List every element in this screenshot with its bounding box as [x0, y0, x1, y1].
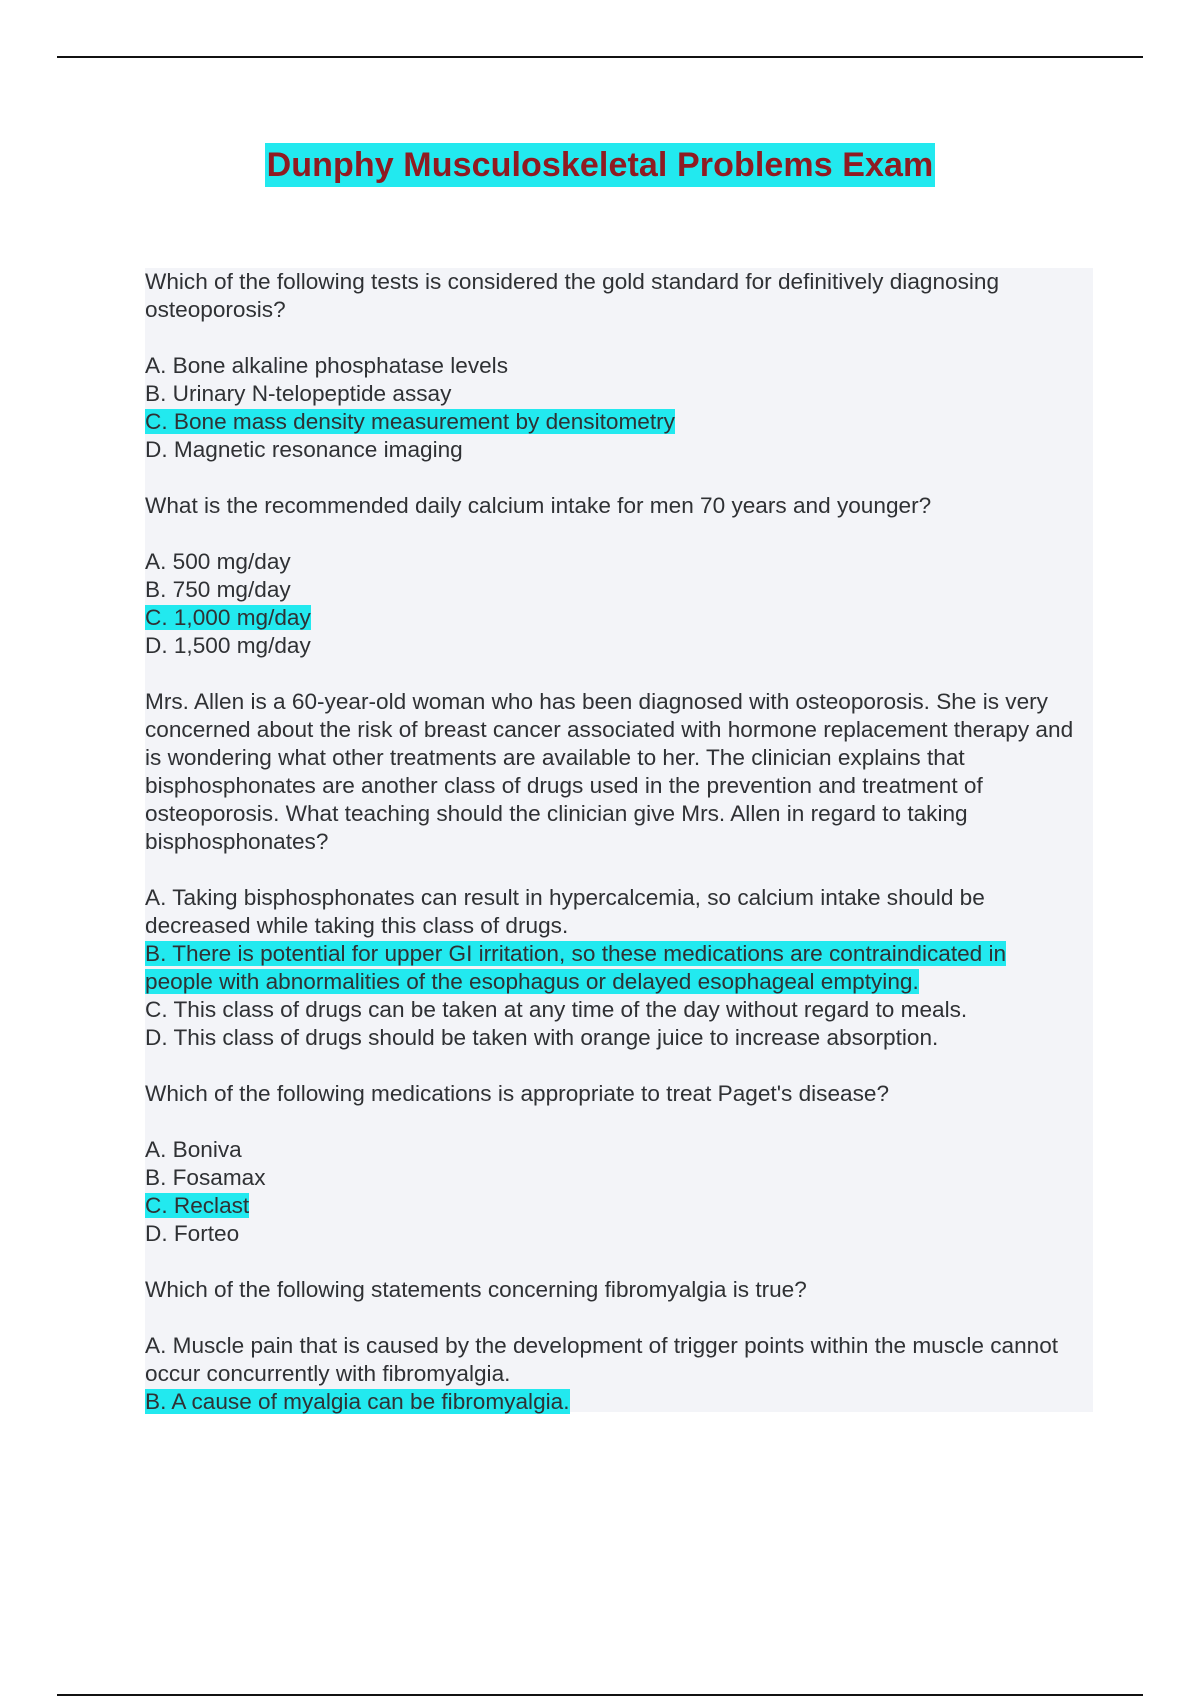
answer-option-a: A. 500 mg/day	[145, 549, 291, 574]
question-block-2	[145, 492, 1077, 660]
answer-option-a: A. Bone alkaline phosphatase levels	[145, 353, 509, 378]
answer-options	[145, 1332, 1077, 1416]
top-rule	[57, 56, 1143, 58]
question-text: What is the recommended daily calcium intake for men 70 years and younger?	[145, 493, 932, 518]
answer-option-c: C. This class of drugs can be taken at any time of the day without regard to meals.	[145, 997, 968, 1022]
document-title: Dunphy Musculoskeletal Problems Exam	[265, 143, 936, 187]
answer-option-b: B. 750 mg/day	[145, 577, 291, 602]
answer-option-d: D. 1,500 mg/day	[145, 633, 311, 658]
answer-options	[145, 1136, 1077, 1248]
exam-content-panel	[145, 268, 1093, 1412]
answer-option-d: D. Forteo	[145, 1221, 240, 1246]
answer-option-a: A. Taking bisphosphonates can result in hypercalcemia, so calcium intake should be decreased while taking this class of drugs.	[145, 885, 985, 938]
title-area	[0, 143, 1200, 187]
answer-options	[145, 884, 1077, 1052]
question-block-4	[145, 1080, 1077, 1248]
question-text: Which of the following medications is appropriate to treat Paget's disease?	[145, 1081, 890, 1106]
answer-option-b-correct: B. A cause of myalgia can be fibromyalgia.	[145, 1389, 570, 1414]
answer-option-c-correct: C. 1,000 mg/day	[145, 605, 311, 630]
question-block-3	[145, 688, 1077, 1052]
answer-option-b: B. Urinary N-telopeptide assay	[145, 381, 452, 406]
question-block-1	[145, 268, 1077, 464]
answer-option-b-correct: B. There is potential for upper GI irritation, so these medications are contraindicated in people with abnormalities of the esophagus or delayed esophageal emptying.	[145, 941, 1007, 994]
question-text: Which of the following tests is considered the gold standard for definitively diagnosing osteoporosis?	[145, 269, 1000, 322]
exam-questions	[145, 268, 1077, 1416]
answer-option-d: D. This class of drugs should be taken with orange juice to increase absorption.	[145, 1025, 939, 1050]
bottom-rule	[57, 1694, 1143, 1696]
answer-option-c-correct: C. Bone mass density measurement by densitometry	[145, 409, 675, 434]
answer-option-c-correct: C. Reclast	[145, 1193, 250, 1218]
answer-option-d: D. Magnetic resonance imaging	[145, 437, 463, 462]
answer-option-a: A. Muscle pain that is caused by the development of trigger points within the muscle cannot occur concurrently with fibromyalgia.	[145, 1333, 1059, 1386]
question-block-5	[145, 1276, 1077, 1416]
answer-option-b: B. Fosamax	[145, 1165, 266, 1190]
question-text: Mrs. Allen is a 60-year-old woman who has been diagnosed with osteoporosis. She is very concerned about the risk of breast cancer associated with hormone replacement therapy and is wondering what other treatments are available to her. The clinician explains that bisphosphonates are another class of drugs used in the prevention and treatment of osteoporosis. What teaching should the clinician give Mrs. Allen in regard to taking bisphosphonates?	[145, 689, 1074, 854]
answer-options	[145, 352, 1077, 464]
question-text: Which of the following statements concerning fibromyalgia is true?	[145, 1277, 807, 1302]
answer-options	[145, 548, 1077, 660]
answer-option-a: A. Boniva	[145, 1137, 242, 1162]
